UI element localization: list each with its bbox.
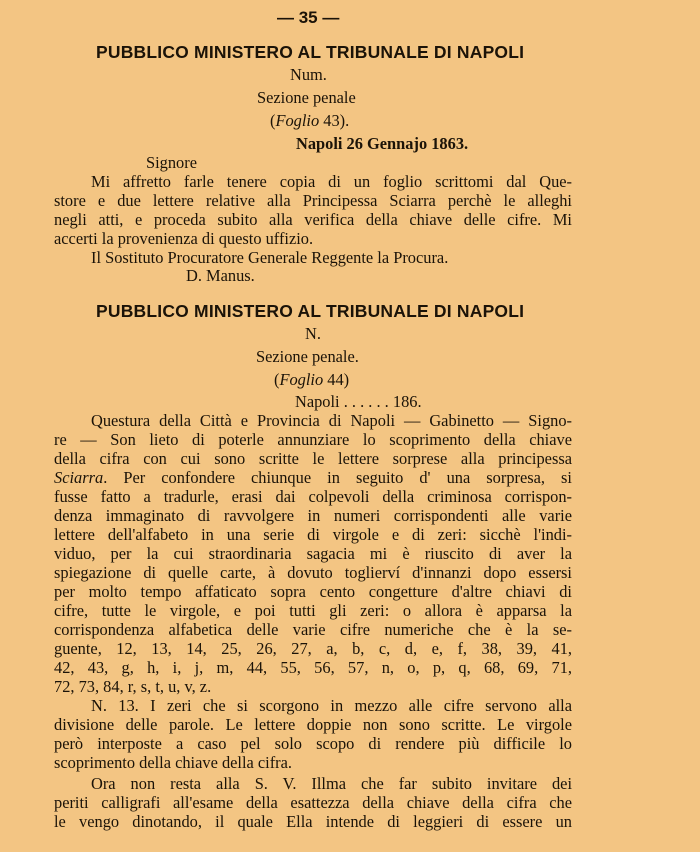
letter2-closing-line: le vengo dinotando, il quale Ella intende di leggieri di essere un [54,812,572,831]
letter2-body-line: della cifra con cui sono scritte le lettere sorprese alla principessa [54,449,572,468]
letter2-body-line: corrispondenza alfabetica delle varie cifre numeriche che è la se- [54,620,572,639]
letter2-number: N. [305,324,321,343]
letter2-body-line: Questura della Città e Provincia di Napoli — Gabinetto — Signo- [91,411,572,430]
letter2-note-line: N. 13. I zeri che si scorgono in mezzo alle cifre servono alla [91,696,572,715]
letter2-body-line: Sciarra. Per confondere chiunque in seguito d' una sorpresa, si [54,468,572,487]
letter2-date: Napoli . . . . . . 186. [295,392,422,411]
letter2-note-line: scoprimento della chiave della cifra. [54,753,293,772]
letter2-body-line: per molto tempo affaticato sopra cento congetture d'altre chiavi di [54,582,572,601]
letter1-body-line: negli atti, e proceda subito alla verifica della chiave delle cifre. Mi [54,210,572,229]
letter2-body-line: guente, 12, 13, 14, 25, 26, 27, a, b, c, d, e, f, 38, 39, 41, [54,639,572,658]
page-number: — 35 — [277,8,340,27]
letter2-body-line: 42, 43, g, h, i, j, m, 44, 55, 56, 57, n, o, p, q, 68, 69, 71, [54,658,572,677]
letter2-body-line: lettere dell'alfabeto in una serie di virgole e di zeri: sicchè l'indi- [54,525,572,544]
letter2-body-line: cifre, tutte le virgole, e poi tutti gli zeri: o allora è apparsa la [54,601,572,620]
letter2-body-line: denza immaginato di ravvolgere in numeri corrispondenti alle varie [54,506,572,525]
letter1-body-line: accerti la provenienza di questo uffizio. [54,229,314,248]
letter2-office-heading: PUBBLICO MINISTERO AL TRIBUNALE DI NAPOLI [96,301,525,321]
letter2-closing-line: Ora non resta alla S. V. Illma che far subito invitare dei [91,774,572,793]
letter1-signer-title: Il Sostituto Procuratore Generale Reggente la Procura. [91,248,449,267]
letter2-body-line: viduo, per la cui straordinaria sagacia mi è riuscito di aver la [54,544,572,563]
letter1-office-heading: PUBBLICO MINISTERO AL TRIBUNALE DI NAPOLI [96,42,525,62]
letter1-salutation: Signore [146,153,197,172]
letter2-folio: (Foglio 44) [274,370,350,389]
letter2-body-line: spiegazione di quelle carte, à dovuto toglierví d'innanzi dopo essersi [54,563,572,582]
letter2-closing-line: periti calligrafi all'esame della esattezza della chiave della cifra che [54,793,572,812]
letter1-signer-name: D. Manus. [186,266,255,285]
letter2-body-line: re — Son lieto di poterle annunziare lo scoprimento della chiave [54,430,572,449]
letter2-body-line: fusse fatto a tradurle, erasi dai colpevoli della criminosa corrispon- [54,487,572,506]
letter1-number: Num. [290,65,327,84]
letter1-body-line: store e due lettere relative alla Principessa Sciarra perchè le alleghi [54,191,572,210]
letter2-section: Sezione penale. [256,347,359,366]
letter1-date: Napoli 26 Gennajo 1863. [296,134,469,153]
letter2-body-line: 72, 73, 84, r, s, t, u, v, z. [54,677,212,696]
letter2-note-line: divisione delle parole. Le lettere doppie non sono scritte. Le virgole [54,715,572,734]
letter1-folio: (Foglio 43). [270,111,350,130]
letter1-body-line: Mi affretto farle tenere copia di un foglio scrittomi dal Que- [91,172,572,191]
letter1-section: Sezione penale [257,88,356,107]
letter2-note-line: però interposte a caso pel solo scopo di rendere più difficile lo [54,734,572,753]
